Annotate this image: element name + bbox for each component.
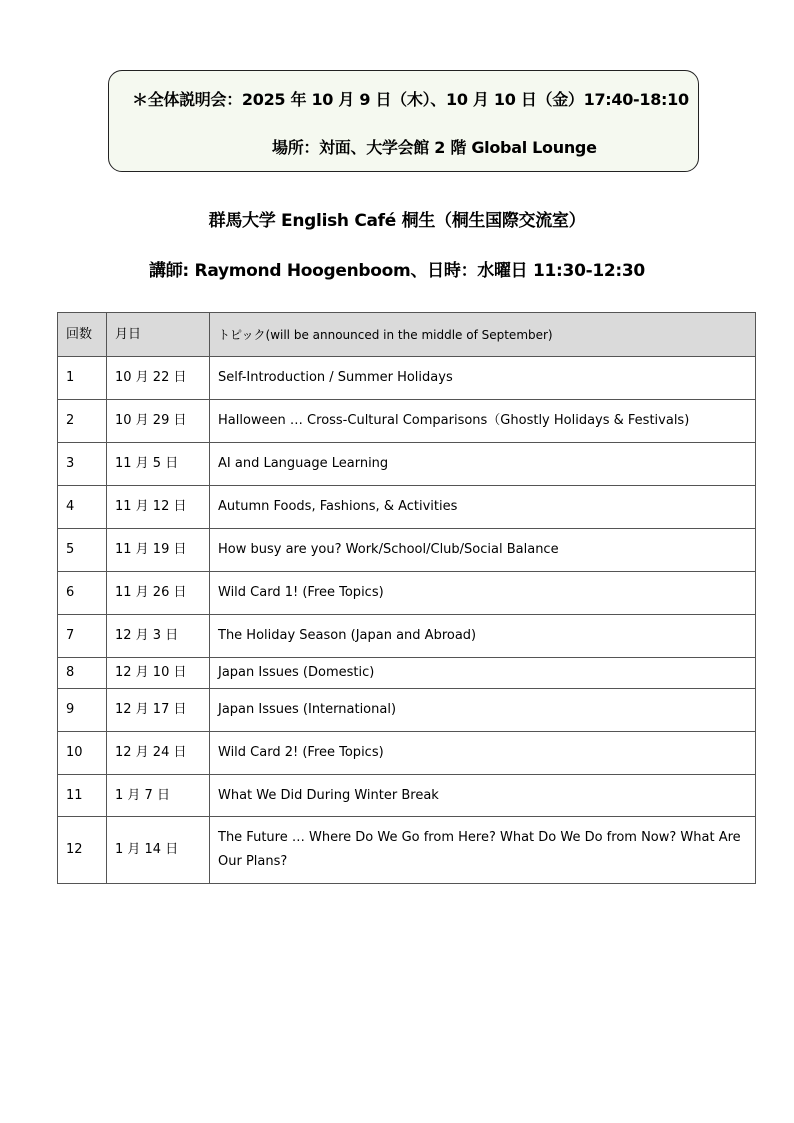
table-row [58, 443, 756, 486]
session-number: 7 [58, 615, 107, 658]
session-topic: Autumn Foods, Fashions, & Activities [210, 486, 756, 529]
session-date: 1 月 7 日 [107, 775, 210, 817]
session-topic: Self-Introduction / Summer Holidays [210, 357, 756, 400]
table-row [58, 357, 756, 400]
table-row [58, 529, 756, 572]
session-topic: How busy are you? Work/School/Club/Social Balance [210, 529, 756, 572]
table-row [58, 572, 756, 615]
session-topic: What We Did During Winter Break [210, 775, 756, 817]
session-date: 11 月 26 日 [107, 572, 210, 615]
page-subtitle: 講師: Raymond Hoogenboom、日時：水曜日 11:30-12:30 [149, 261, 645, 281]
session-topic: Japan Issues (International) [210, 689, 756, 732]
table-row [58, 817, 756, 884]
session-date: 11 月 5 日 [107, 443, 210, 486]
session-date: 10 月 29 日 [107, 400, 210, 443]
session-topic: Japan Issues (Domestic) [210, 658, 756, 689]
orientation-schedule: ＊全体説明会：2025 年 10 月 9 日（木）、10 月 10 日（金）17:40-18:10 [132, 90, 689, 109]
header-date: 月日 [107, 313, 210, 357]
table-row [58, 775, 756, 817]
header-number: 回数 [58, 313, 107, 357]
session-date: 12 月 3 日 [107, 615, 210, 658]
session-date: 12 月 24 日 [107, 732, 210, 775]
table-row [58, 689, 756, 732]
table-row [58, 658, 756, 689]
session-number: 1 [58, 357, 107, 400]
session-number: 10 [58, 732, 107, 775]
session-number: 2 [58, 400, 107, 443]
session-date: 10 月 22 日 [107, 357, 210, 400]
session-number: 3 [58, 443, 107, 486]
session-topic: Wild Card 1! (Free Topics) [210, 572, 756, 615]
table-row [58, 615, 756, 658]
schedule-table [57, 312, 756, 884]
page-title: 群馬大学 English Café 桐生（桐生国際交流室） [208, 211, 586, 231]
table-row [58, 486, 756, 529]
session-topic: Halloween … Cross-Cultural Comparisons（Ghostly Holidays & Festivals) [210, 400, 756, 443]
session-number: 11 [58, 775, 107, 817]
session-topic: AI and Language Learning [210, 443, 756, 486]
session-number: 5 [58, 529, 107, 572]
session-topic: The Holiday Season (Japan and Abroad) [210, 615, 756, 658]
session-number: 6 [58, 572, 107, 615]
session-topic: The Future … Where Do We Go from Here? What Do We Do from Now? What Are Our Plans? [210, 817, 756, 884]
table-header-row [58, 313, 756, 357]
session-number: 12 [58, 817, 107, 884]
session-topic: Wild Card 2! (Free Topics) [210, 732, 756, 775]
session-number: 9 [58, 689, 107, 732]
table-row [58, 400, 756, 443]
orientation-location: 場所：対面、大学会館 2 階 Global Lounge [272, 138, 597, 157]
session-number: 4 [58, 486, 107, 529]
header-topic: トピック(will be announced in the middle of September) [210, 313, 756, 357]
session-date: 1 月 14 日 [107, 817, 210, 884]
session-date: 11 月 19 日 [107, 529, 210, 572]
table-row [58, 732, 756, 775]
session-date: 11 月 12 日 [107, 486, 210, 529]
session-date: 12 月 10 日 [107, 658, 210, 689]
session-number: 8 [58, 658, 107, 689]
session-date: 12 月 17 日 [107, 689, 210, 732]
